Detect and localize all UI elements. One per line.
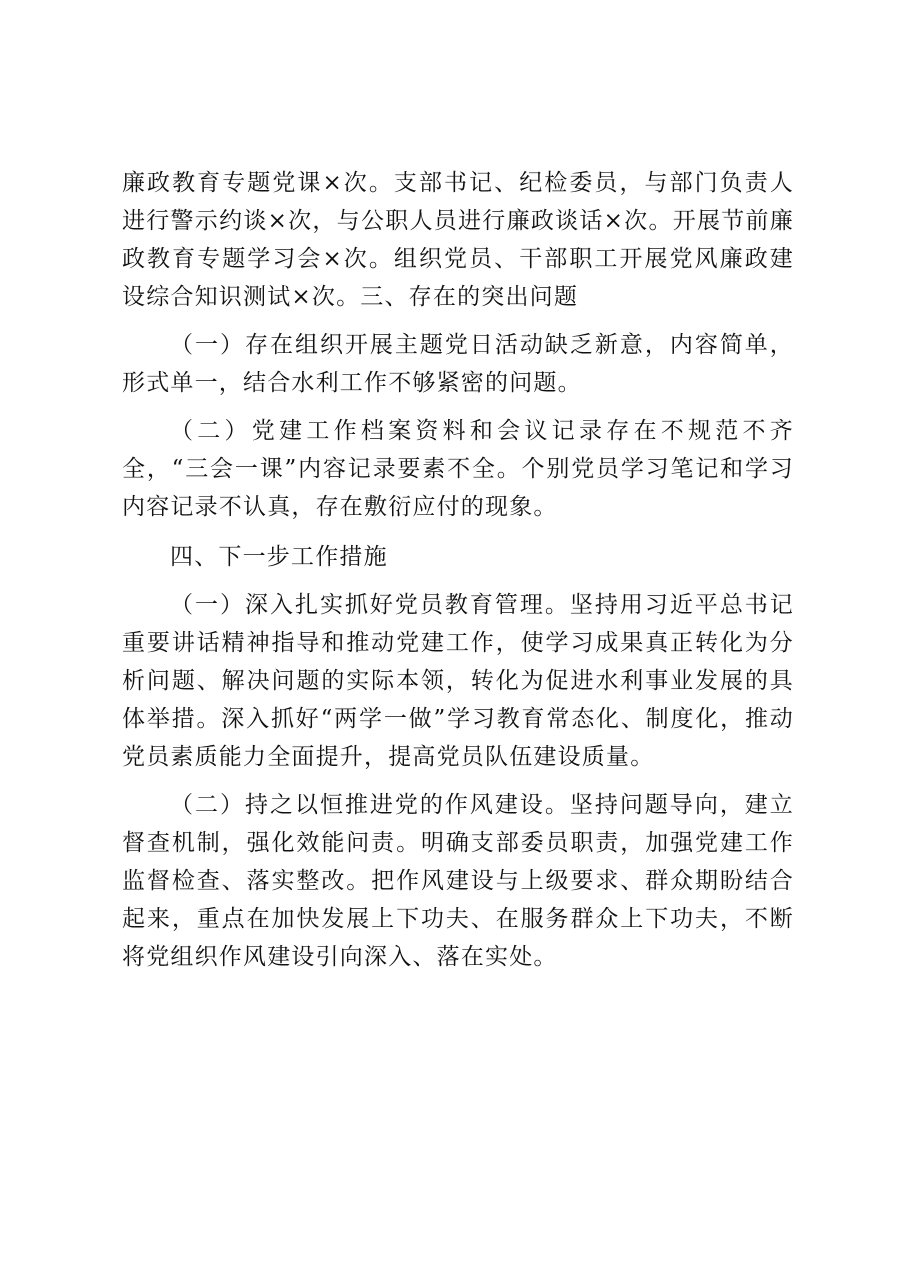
paragraph-measure-2: （二）持之以恒推进党的作风建设。坚持问题导向，建立督查机制，强化效能问责。明确支部委员职责，加强党建工作监督检查、落实整改。把作风建设与上级要求、群众期盼结合起来，重点在加快发展上下功夫、在服务群众上下功夫，不断将党组织作风建设引向深入、落在实处。 <box>122 792 794 970</box>
paragraph-problem-2: （二）党建工作档案资料和会议记录存在不规范不齐全，“三会一课”内容记录要素不全。个别党员学习笔记和学习内容记录不认真，存在敷衍应付的现象。 <box>122 418 794 520</box>
paragraph-measure-1: （一）深入扎实抓好党员教育管理。坚持用习近平总书记重要讲话精神指导和推动党建工作，使学习成果真正转化为分析问题、解决问题的实际本领，转化为促进水利事业发展的具体举措。深入抓好“两学一做”学习教育常态化、制度化，推动党员素质能力全面提升，提高党员队伍建设质量。 <box>122 592 794 770</box>
section-heading-next-steps: 四、下一步工作措施 <box>170 544 388 570</box>
paragraph-continuation: 廉政教育专题党课×次。支部书记、纪检委员，与部门负责人进行警示约谈×次，与公职人员进行廉政谈话×次。开展节前廉政教育专题学习会×次。组织党员、干部职工开展党风廉政建设综合知识测试×次。三、存在的突出问题 <box>122 170 794 310</box>
document-body <box>122 164 794 976</box>
paragraph-problem-1: （一）存在组织开展主题党日活动缺乏新意，内容简单，形式单一，结合水利工作不够紧密的问题。 <box>122 332 794 396</box>
